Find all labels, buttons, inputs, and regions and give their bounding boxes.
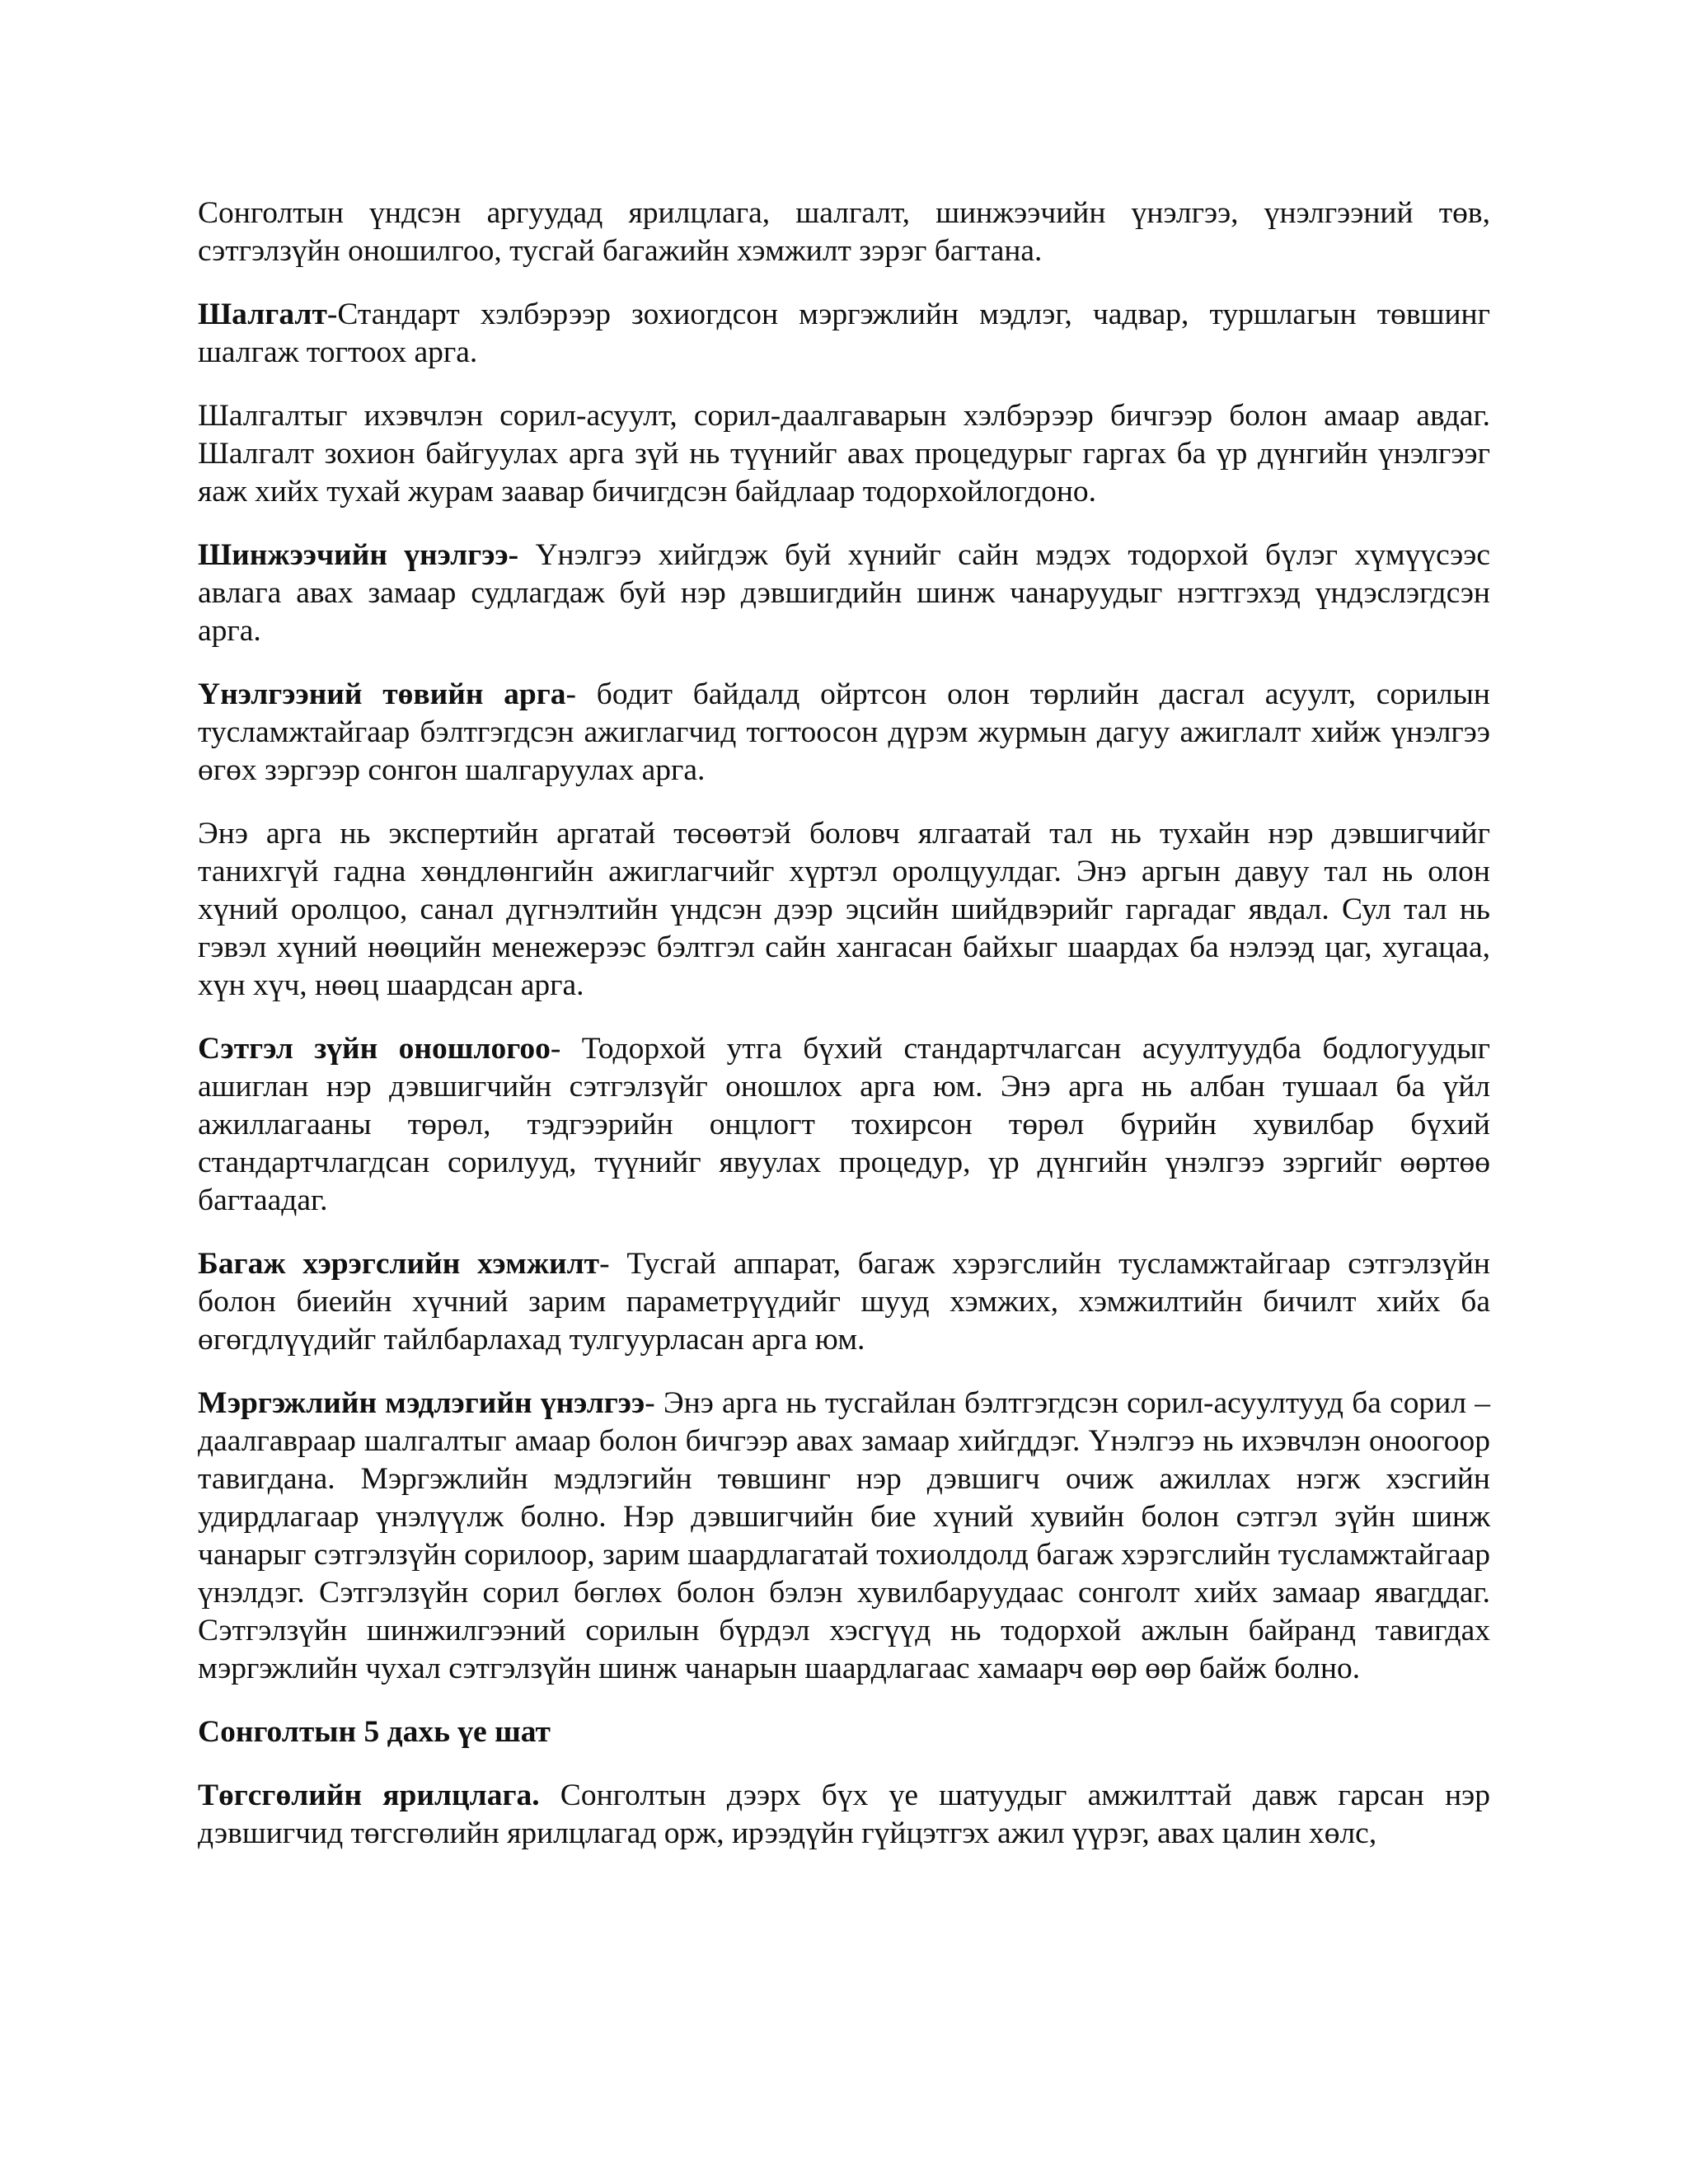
paragraph-text: Шалгалтыг ихэвчлэн сорил-асуулт, сорил-даалгаварын хэлбэрээр бичгээр болон амаар авдаг. Шалгалт зохион байгуулах арга зүй нь түүнийг авах процедурыг гаргах ба үр дүнгийн үнэлгээг яаж хийх тухай журам заавар бичигдсэн байдлаар тодорхойлогдоно. xyxy=(198,399,1490,509)
paragraph-assessment-center-details xyxy=(198,815,1490,1005)
paragraph-text: Сонголтын үндсэн аргуудад ярилцлага, шалгалт, шинжээчийн үнэлгээ, үнэлгээний төв, сэтгэлзүйн оношилгоо, тусгай багажийн хэмжилт зэрэг багтана. xyxy=(198,196,1490,268)
paragraph-selection-methods xyxy=(198,194,1490,270)
paragraph-text: Сонголтын дээрх бүх үе шатуудыг амжилттай давж гарсан нэр дэвшигчид төгсгөлийн ярилцлагад орж, ирээдүйн гүйцэтгэх ажил үүрэг, авах цалин хөлс, xyxy=(198,1779,1490,1850)
paragraph-text: - бодит байдалд ойртсон олон төрлийн дасгал асуулт, сорилын тусламжтайгаар бэлтгэгдсэн ажиглагчид тогтоосон дүрэм журмын дагуу ажиглалт хийж үнэлгээ өгөх зэргээр сонгон шалгаруулах арга. xyxy=(198,677,1490,787)
paragraph-psych-diagnostics xyxy=(198,1030,1490,1220)
document-body xyxy=(198,194,1490,1878)
paragraph-assessment-center xyxy=(198,676,1490,790)
term-psych-diagnostics: Сэтгэл зүйн оношлогоо xyxy=(198,1032,551,1066)
paragraph-text: Энэ арга нь экспертийн аргатай төсөөтэй боловч ялгаатай тал нь тухайн нэр дэвшигчийг танихгүй гадна хөндлөнгийн ажиглагчийг хүртэл оролцуулдаг. Энэ аргын давуу тал нь олон хүний оролцоо, санал дүгнэлтийн үндсэн дээр эцсийн шийдвэрийг гаргадаг явдал. Сул тал нь гэвэл хүний нөөцийн менежерээс бэлтгэл сайн хангасан байхыг шаардах ба нэлээд цаг, хугацаа, хүн хүч, нөөц шаардсан арга. xyxy=(198,817,1490,1002)
paragraph-expert-assessment xyxy=(198,537,1490,650)
term-assessment-center: Үнэлгээний төвийн арга xyxy=(198,677,566,711)
paragraph-text: -Стандарт хэлбэрээр зохиогдсон мэргэжлийн мэдлэг, чадвар, туршлагын төвшинг шалгаж тогтоох арга. xyxy=(198,298,1490,369)
paragraph-text: - Тусгай аппарат, багаж хэрэгслийн тусламжтайгаар сэтгэлзүйн болон биеийн хүчний зарим параметрүүдийг шууд хэмжих, хэмжилтийн бичилт хийх ба өгөгдлүүдийг тайлбарлахад тулгуурласан арга юм. xyxy=(198,1247,1490,1357)
term-final-interview: Төгсгөлийн ярилцлага. xyxy=(198,1779,540,1812)
paragraph-exam-details xyxy=(198,397,1490,511)
section-heading: Сонголтын 5 дахь үе шат xyxy=(198,1715,551,1749)
term-professional-knowledge: Мэргэжлийн мэдлэгийн үнэлгээ xyxy=(198,1386,645,1420)
paragraph-text: - Тодорхой утга бүхий стандартчлагсан асуултуудба бодлогуудыг ашиглан нэр дэвшигчийн сэтгэлзүйг оношлох арга юм. Энэ арга нь албан тушаал ба үйл ажиллагааны төрөл, тэдгээрийн онцлогт тохирсон төрөл бүрийн хувилбар бүхий стандартчлагдсан сорилууд, түүнийг явуулах процедур, үр дүнгийн үнэлгээ зэргийг өөртөө багтаадаг. xyxy=(198,1032,1490,1217)
term-expert-assessment: Шинжээчийн үнэлгээ- xyxy=(198,538,519,572)
term-exam: Шалгалт xyxy=(198,298,327,331)
paragraph-exam xyxy=(198,296,1490,372)
paragraph-instrument-measurement xyxy=(198,1245,1490,1359)
paragraph-professional-knowledge xyxy=(198,1385,1490,1688)
paragraph-final-interview xyxy=(198,1777,1490,1853)
term-instrument-measurement: Багаж хэрэгслийн хэмжилт xyxy=(198,1247,600,1281)
paragraph-text: - Энэ арга нь тусгайлан бэлтгэгдсэн сорил-асуултууд ба сорил –даалгавраар шалгалтыг амаар болон бичгээр авах замаар хийгддэг. Үнэлгээ нь ихэвчлэн оноогоор тавигдана. Мэргэжлийн мэдлэгийн төвшинг нэр дэвшигч очиж ажиллах нэгж хэсгийн удирдлагаар үнэлүүлж болно. Нэр дэвшигчийн бие хүний хувийн болон сэтгэл зүйн шинж чанарыг сэтгэлзүйн сорилоор, зарим шаардлагатай тохиолдолд багаж хэрэгслийн тусламжтайгаар үнэлдэг. Сэтгэлзүйн сорил бөглөх болон бэлэн хувилбаруудаас сонголт хийх замаар явагддаг. Сэтгэлзүйн шинжилгээний сорилын бүрдэл хэсгүүд нь тодорхой ажлын байранд тавигдах мэргэжлийн чухал сэтгэлзүйн шинж чанарын шаардлагаас хамаарч өөр өөр байж болно. xyxy=(198,1386,1490,1685)
paragraph-text: Үнэлгээ хийгдэж буй хүнийг сайн мэдэх тодорхой бүлэг хүмүүсээс авлага авах замаар судлагдаж буй нэр дэвшигдийн шинж чанаруудыг нэгтгэхэд үндэслэгдсэн арга. xyxy=(198,538,1491,648)
